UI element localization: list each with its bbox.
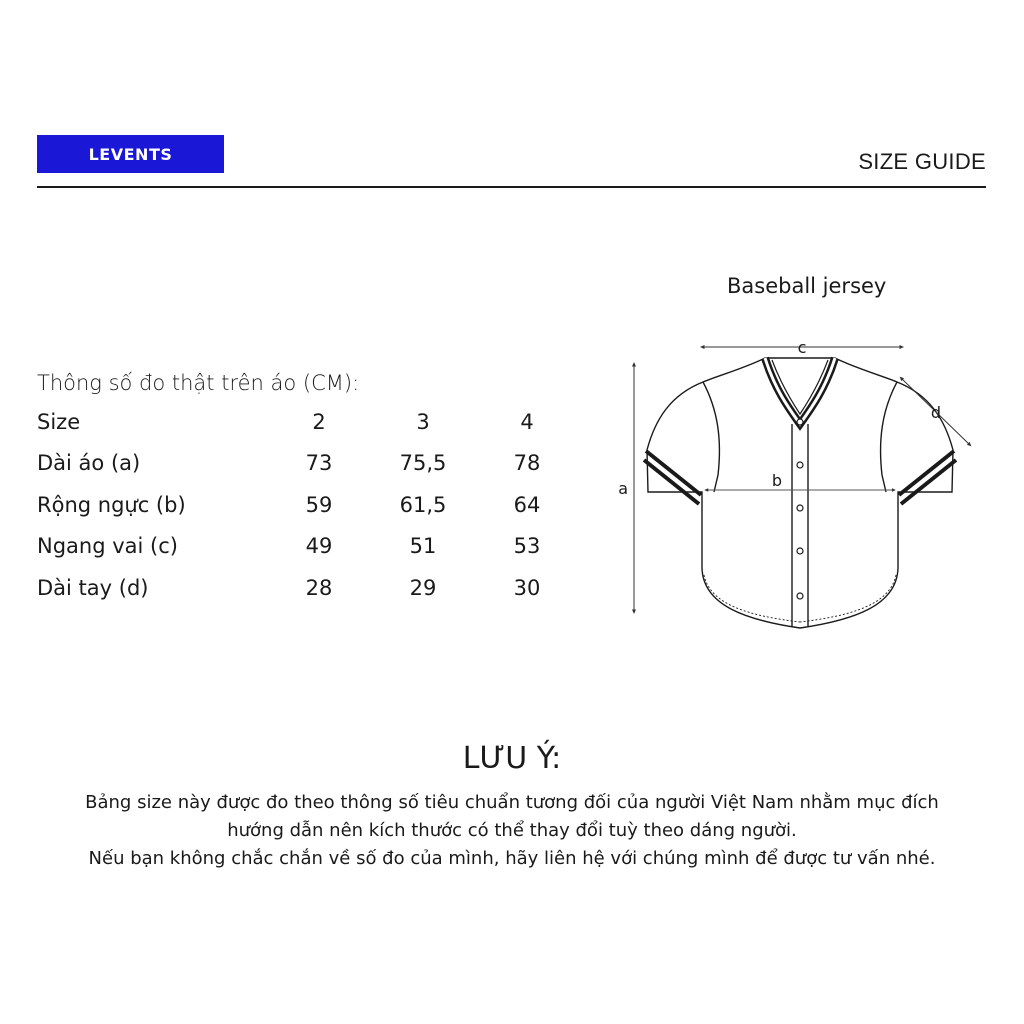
table-row [37,443,579,484]
row-label: Rộng ngực (b) [37,492,186,517]
row-label: Dài áo (a) [37,451,141,476]
table-cell: 78 [513,451,541,476]
note-line: Bảng size này được đo theo thông số tiêu chuẩn tương đối của người Việt Nam nhằm mục đích [85,792,939,813]
table-cell: 59 [305,492,333,517]
size-column-header: 2 [312,410,326,434]
note-title: LƯU Ý: [462,741,562,776]
table-cell: 29 [409,575,437,600]
table-cell: 28 [305,575,333,600]
note-line: hướng dẫn nên kích thước có thể thay đổi tuỳ theo dáng người. [227,820,797,841]
table-row [37,485,579,526]
spec-table-title: Thông số đo thật trên áo (CM): [37,371,360,395]
table-cell: 73 [305,451,333,476]
note-line: Nếu bạn không chắc chắn về số đo của mình, hãy liên hệ với chúng mình để được tư vấn nhé. [88,848,936,869]
table-cell: 75,5 [399,451,447,476]
size-spec-table [37,402,579,609]
size-column-header: 3 [416,410,430,434]
size-header-label: Size [37,410,81,434]
brand-logo [37,135,224,173]
table-cell: 30 [513,575,541,600]
brand-name: LEVENTS [88,144,173,164]
table-cell: 61,5 [399,492,447,517]
table-cell: 53 [513,534,541,559]
header-divider [37,186,986,188]
table-cell: 64 [513,492,541,517]
table-header-row [37,402,579,443]
row-label: Dài tay (d) [37,575,149,600]
size-column-header: 4 [520,410,534,434]
table-cell: 51 [409,534,437,559]
dimension-label-c: c [797,338,807,357]
jersey-diagram [600,320,1000,650]
dimension-label-b: b [771,471,783,490]
table-cell: 49 [305,534,333,559]
dimension-label-a: a [618,479,628,498]
table-row [37,568,579,609]
row-label: Ngang vai (c) [37,534,178,559]
table-row [37,526,579,567]
product-name: Baseball jersey [727,274,887,298]
page-title: SIZE GUIDE [858,149,986,174]
dimension-label-d: d [930,403,942,422]
jersey-outline [647,358,953,628]
